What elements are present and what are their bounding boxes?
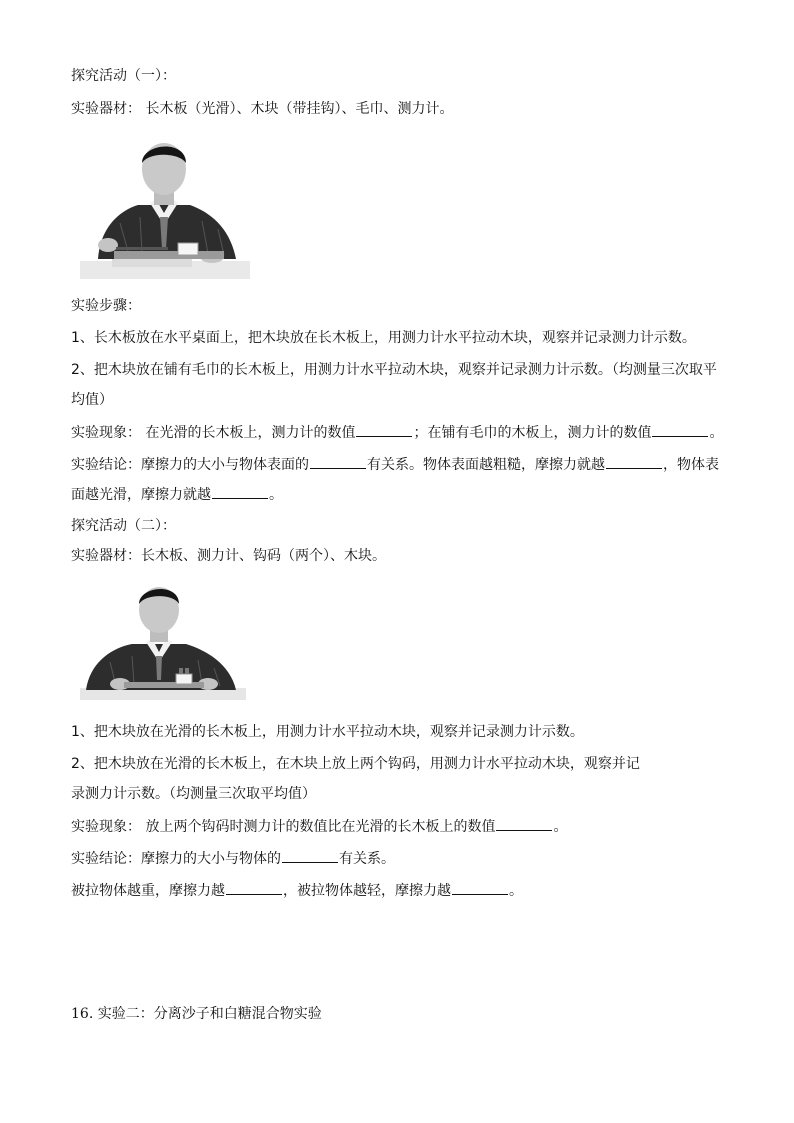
answer-blank[interactable]	[606, 454, 662, 469]
answer-blank[interactable]	[212, 484, 268, 499]
conclusion-text-a: 实验结论：摩擦力的大小与物体的	[71, 851, 281, 867]
activity2-step1: 1、把木块放在光滑的长木板上，用测力计水平拉动木块，观察并记录测力计示数。	[71, 724, 584, 740]
activity1-step1: 1、长木板放在水平桌面上，把木块放在长木板上，用测力计水平拉动木块，观察并记录测力计示数。	[71, 330, 696, 346]
activity1-conclusion-cont	[71, 484, 283, 505]
conclusion-text-b: 有关系。	[339, 851, 395, 867]
conclusion-text-b: 有关系。物体表面越粗糙，摩擦力就越	[367, 457, 605, 473]
conclusion-text-d: 面越光滑，摩擦力就越	[71, 487, 211, 503]
activity2-materials: 实验器材：长木板、测力计、钩码（两个）、木块。	[71, 548, 386, 564]
phenomenon-text-b: 。	[553, 819, 568, 835]
conclusion-text-c: ，物体表	[663, 457, 719, 473]
phenomenon-text-a: 实验现象： 在光滑的长木板上，测力计的数值	[71, 425, 356, 441]
conclusion-text-e: 。	[269, 487, 283, 503]
conclusion-text-a: 实验结论：摩擦力的大小与物体表面的	[71, 457, 309, 473]
activity2-phenomenon	[71, 816, 567, 837]
phenomenon-text-c: 。	[709, 425, 724, 441]
activity1-conclusion	[71, 454, 719, 475]
student-photo-1	[80, 133, 250, 279]
phenomenon-text-a: 实验现象： 放上两个钩码时测力计的数值比在光滑的长木板上的数值	[71, 819, 496, 835]
student-photo-2	[80, 580, 246, 700]
activity1-steps-label: 实验步骤：	[71, 298, 141, 314]
phenomenon-text-b: ；在铺有毛巾的木板上，测力计的数值	[413, 425, 652, 441]
answer-blank[interactable]	[452, 880, 508, 895]
activity1-step2: 2、把木块放在铺有毛巾的长木板上，用测力计水平拉动木块，观察并记录测力计示数。（均测量三次取平	[71, 362, 717, 378]
activity1-materials: 实验器材： 长木板（光滑）、木块（带挂钩）、毛巾、测力计。	[71, 101, 454, 117]
answer-blank[interactable]	[282, 848, 338, 863]
activity1-phenomenon	[71, 422, 723, 443]
answer-blank[interactable]	[496, 816, 552, 831]
activity2-step2-cont: 录测力计示数。（均测量三次取平均值）	[71, 786, 316, 802]
activity2-step2: 2、把木块放在光滑的长木板上，在木块上放上两个钩码，用测力计水平拉动木块，观察并记	[71, 756, 640, 772]
question-16-heading: 16. 实验二：分离沙子和白糖混合物实验	[71, 1006, 322, 1022]
activity1-title: 探究活动（一）：	[71, 68, 176, 84]
answer-blank[interactable]	[310, 454, 366, 469]
activity2-weight-conclusion	[71, 880, 523, 901]
activity2-title: 探究活动（二）：	[71, 518, 176, 534]
weight-text-b: ，被拉物体越轻，摩擦力越	[283, 883, 451, 899]
weight-text-c: 。	[509, 883, 523, 899]
answer-blank[interactable]	[356, 422, 412, 437]
answer-blank[interactable]	[226, 880, 282, 895]
weight-text-a: 被拉物体越重，摩擦力越	[71, 883, 225, 899]
activity2-conclusion	[71, 848, 395, 869]
activity1-step2-cont: 均值）	[71, 392, 113, 408]
answer-blank[interactable]	[652, 422, 708, 437]
